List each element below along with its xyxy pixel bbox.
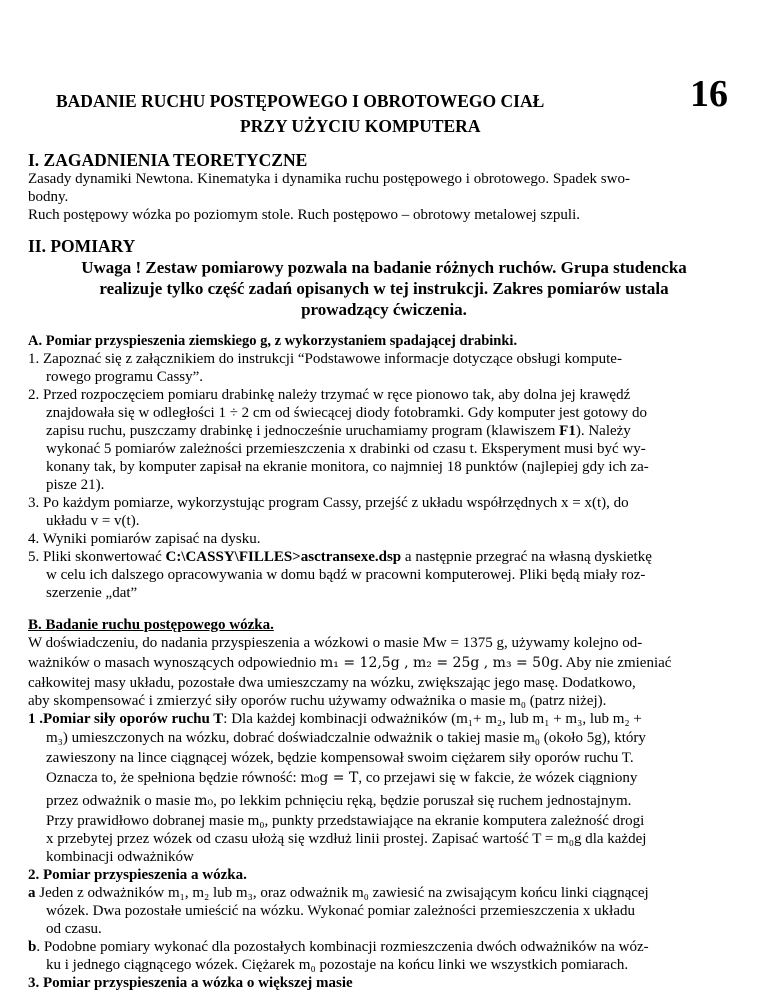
a-item-2-line-3: zapisu ruchu, puszczamy drabinkę i jednocześnie uruchamiamy program (klawiszem F1). Należy [46, 423, 631, 439]
b-item-1-line-1: 1 .Pomiar siły oporów ruchu T: Dla każdej kombinacji odważników (m₁+ m₂, lub m₁ + m₃, lub m₂ + [28, 711, 642, 727]
b-item-1-line-6: Przy prawidłowo dobranej masie m₀, punkty przedstawiające na ekranie komputera zależność drogi [46, 813, 645, 829]
a-item-1-line-1: 1. Zapoznać się z załącznikiem do instrukcji “Podstawowe informacje dotyczące obsługi kompute- [28, 351, 622, 367]
warning-line-1: Uwaga ! Zestaw pomiarowy pozwala na badanie różnych ruchów. Grupa studencka [81, 258, 687, 277]
a-item-2-line-5: konany tak, by komputer zapisał na ekranie monitora, co najmniej 18 punktów (najlepiej gdy ich za- [46, 459, 649, 475]
chapter-number: 16 [690, 73, 728, 115]
a-item-2-line-6: pisze 21). [46, 477, 105, 493]
warning-line-3: prowadzący ćwiczenia. [301, 300, 467, 319]
b-item-1-line-7: x przebytej przez wózek od czasu ułożą się wzdłuż linii prostej. Zapisać wartość T = m₀g dla każdej [46, 831, 647, 847]
part-a-heading: A. Pomiar przyspieszenia ziemskiego g, z wykorzystaniem spadającej drabinki. [28, 333, 518, 349]
b-item-3-heading: 3. Pomiar przyspieszenia a wózka o większej masie [28, 975, 353, 991]
b-item-1-line-3: zawieszony na lince ciągnącej wózek, będzie kompensował swoim ciężarem siły oporów ruchu T. [46, 750, 634, 766]
b-item-1-line-5: przez odważnik o masie m₀, po lekkim pchnięciu ręką, będzie poruszał się ruchem jednostajnym. [46, 793, 632, 809]
b-item-2a-line-3: od czasu. [46, 921, 102, 937]
title-line-1: BADANIE RUCHU POSTĘPOWEGO I OBROTOWEGO CIAŁ [56, 91, 545, 111]
section-2-heading: II. POMIARY [28, 236, 136, 256]
b-intro-line-3: całkowitej masy układu, pozostałe dwa umieszczamy na wózku, zwiększając jego masę. Dodatkowo, [28, 675, 636, 691]
title-line-2: PRZY UŻYCIU KOMPUTERA [240, 116, 481, 136]
b-item-2a-line-2: wózek. Dwa pozostałe umieścić na wózku. Wykonać pomiar zależności przemieszczenia x układu [46, 903, 635, 919]
part-b-heading: B. Badanie ruchu postępowego wózka. [28, 617, 274, 633]
section-1-heading: I. ZAGADNIENIA TEORETYCZNE [28, 150, 308, 170]
f1-key: F1 [559, 423, 576, 439]
equation-m0g-T: m₀g = T [300, 770, 359, 786]
b-item-2b-line-2: ku i jednego ciągnącego wózek. Ciężarek m₀ pozostaje na końcu linki we wszystkich pomiarach. [46, 957, 629, 973]
a-item-2-line-2: znajdowała się w odległości 1 ÷ 2 cm od świecącej diody fotobramki. Gdy komputer jest gotowy do [46, 405, 648, 421]
b-item-2b-line-1: b. Podobne pomiary wykonać dla pozostałych kombinacji rozmieszczenia dwóch odważników na wóz- [28, 939, 649, 955]
a-item-1-line-2: rowego programu Cassy”. [46, 369, 204, 385]
convert-command: C:\CASSY\FILLES>asctransexe.dsp [165, 549, 402, 565]
a-item-2-line-4: wykonać 5 pomiarów zależności przemieszczenia x drabinki od czasu t. Eksperyment musi być wy- [46, 441, 646, 457]
a-item-5-line-3: szerzenie „dat” [46, 585, 138, 601]
b-item-1-line-4: Oznacza to, że spełniona będzie równość: m₀g = T, co przejawi się w fakcie, że wózek ciągniony [46, 770, 638, 786]
s1-line-1: Zasady dynamiki Newtona. Kinematyka i dynamika ruchu postępowego i obrotowego. Spadek swo- [28, 171, 630, 187]
a-item-4: 4. Wyniki pomiarów zapisać na dysku. [28, 531, 261, 547]
b-item-2-heading: 2. Pomiar przyspieszenia a wózka. [28, 867, 247, 883]
b-item-2a-line-1: a Jeden z odważników m₁, m₂ lub m₃, oraz odważnik m₀ zawiesić na zwisającym końcu linki ciągnącej [28, 885, 649, 901]
a-item-3-line-1: 3. Po każdym pomiarze, wykorzystując program Cassy, przejść z układu współrzędnych x = x(t), do [28, 495, 629, 511]
s1-line-3: Ruch postępowy wózka po poziomym stole. Ruch postępowo – obrotowy metalowej szpuli. [28, 207, 581, 223]
a-item-5-line-1: 5. Pliki skonwertować C:\CASSY\FILLES>asctransexe.dsp a następnie przegrać na własną dyskietkę [28, 549, 652, 565]
a-item-5-line-2: w celu ich dalszego opracowywania w domu bądź w pracowni komputerowej. Pliki będą miały roz- [46, 567, 646, 583]
b-intro-line-1: W doświadczeniu, do nadania przyspieszenia a wózkowi o masie Mw = 1375 g, używamy kolejno od- [28, 635, 643, 651]
s1-line-2: bodny. [28, 189, 69, 205]
warning-line-2: realizuje tylko część zadań opisanych w tej instrukcji. Zakres pomiarów ustala [99, 279, 669, 298]
b-intro-line-2: ważników o masach wynoszących odpowiednio m₁ = 12,5g , m₂ = 25g , m₃ = 50g. Aby nie zmieniać [28, 655, 672, 671]
mass-values: m₁ = 12,5g , m₂ = 25g , m₃ = 50g [320, 655, 559, 671]
b-item-1-line-8: kombinacji odważników [46, 849, 194, 865]
a-item-3-line-2: układu v = v(t). [46, 513, 140, 529]
a-item-2-line-1: 2. Przed rozpoczęciem pomiaru drabinkę należy trzymać w ręce pionowo tak, aby dolna jej krawędź [28, 387, 631, 403]
b-item-1-line-2: m₃) umieszczonych na wózku, dobrać doświadczalnie odważnik o takiej masie m₀ (około 5g), który [46, 730, 646, 746]
b-intro-line-4: aby skompensować i zmierzyć siły oporów ruchu używamy odważnika o masie m₀ (patrz niżej). [28, 693, 607, 709]
